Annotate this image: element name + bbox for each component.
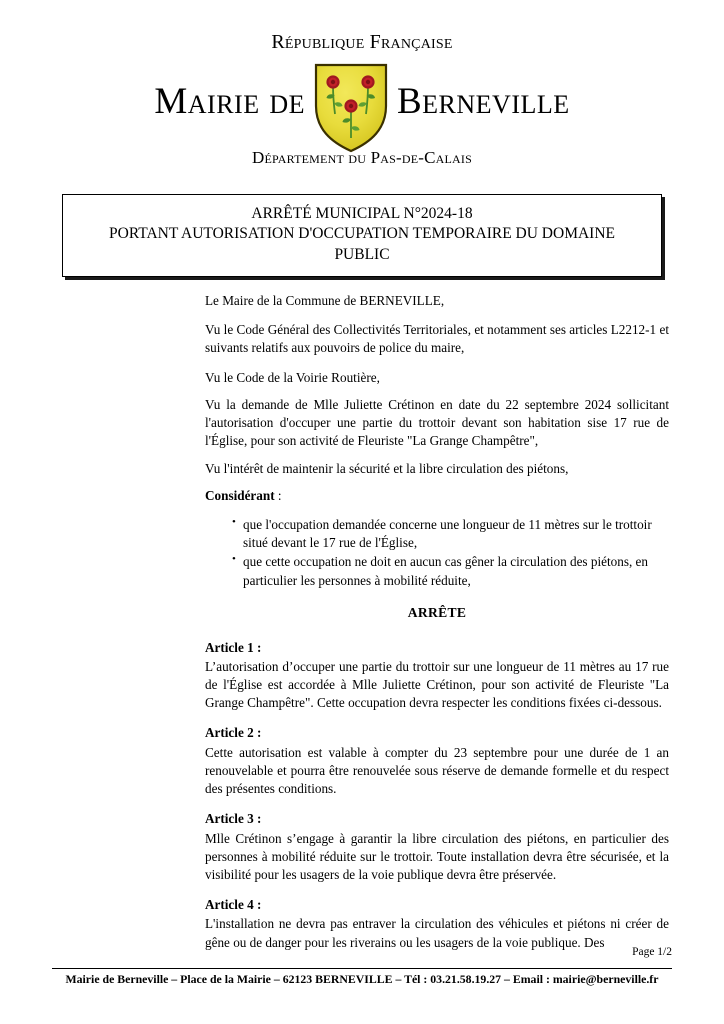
- footer-divider: [52, 968, 672, 969]
- footer-contact-line: Mairie de Berneville – Place de la Mairie – 62123 BERNEVILLE – Tél : 03.21.58.19.27 – Email : mairie@berneville.fr: [65, 972, 659, 986]
- article-title: Article 3 :: [205, 811, 262, 827]
- considerant-heading: [205, 487, 669, 505]
- considerant-colon: :: [274, 487, 282, 503]
- vu-paragraph-4: Vu l'intérêt de maintenir la sécurité et la libre circulation des piétons,: [205, 460, 569, 476]
- mairie-de-label: Mairie de: [154, 80, 305, 122]
- coat-of-arms-shield-icon: [313, 62, 389, 154]
- considerant-item: • que l'occupation demandée concerne une longueur de 11 mètres sur le trottoir situé devant le 17 rue de l'Église,: [243, 516, 669, 552]
- decree-title-box-inner: [62, 194, 662, 277]
- article-text: L’autorisation d’occuper une partie du trottoir sur une longueur de 11 mètres au 17 rue de l'Église est accordée à Mlle Juliette Crétinon, pour son activité de Fleuriste "La Grange Champêtre". Cette occupation devra respecter les conditions fixées ci-dessous.: [205, 658, 669, 711]
- decree-title-line-3: PUBLIC: [334, 245, 390, 263]
- vu-paragraph-2: Vu le Code de la Voirie Routière,: [205, 369, 380, 385]
- article-title: Article 4 :: [205, 897, 262, 913]
- article-text: Cette autorisation est valable à compter du 23 septembre pour une durée de 1 an renouvelable et pourra être renouvelée sous réserve de demande formelle et du respect des présentes conditions.: [205, 744, 669, 797]
- article-block: [205, 810, 669, 884]
- departement-label: Département du Pas-de-Calais: [251, 148, 472, 167]
- commune-name-label: Berneville: [396, 80, 570, 122]
- article-text: Mlle Crétinon s’engage à garantir la libre circulation des piétons, en particulier des personnes à mobilité réduite sur le trottoir. Toute installation devra être sécurisée, et la visibilité pour les usagers de la voie publique devra être préservée.: [205, 830, 669, 882]
- considerant-item: • que cette occupation ne doit en aucun cas gêner la circulation des piétons, en particulier les personnes à mobilité réduite,: [243, 553, 669, 589]
- article-title: Article 1 :: [205, 639, 262, 655]
- vu-paragraph-3: Vu la demande de Mlle Juliette Crétinon en date du 22 septembre 2024 sollicitant l'autorisation d'occuper une partie du trottoir devant son habitation sise 17 rue de l'Église, pour son activité de Fleuriste "La Grange Champêtre",: [205, 396, 669, 449]
- considerant-label: Considérant: [205, 487, 275, 503]
- article-text: L'installation ne devra pas entraver la circulation des véhicules et piétons ni créer de gêne ou de danger pour les riverains ou les usagers de la voie publique. Des: [205, 916, 669, 950]
- decree-title-line-1: ARRÊTÉ MUNICIPAL N°2024-18: [251, 205, 473, 222]
- arrete-heading: ARRÊTE: [407, 604, 467, 620]
- decree-title-line-2: PORTANT AUTORISATION D'OCCUPATION TEMPORAIRE DU DOMAINE: [109, 225, 615, 243]
- document-body: [205, 292, 669, 964]
- document-header: [0, 0, 724, 182]
- republique-francaise-heading: République Française: [271, 31, 453, 53]
- decree-title-box: [62, 194, 662, 277]
- vu-paragraph-1: Vu le Code Général des Collectivités Territoriales, et notamment ses articles L2212-1 et suivants relatifs aux pouvoirs de police du maire,: [205, 322, 669, 356]
- article-block: [205, 724, 669, 798]
- article-block: [205, 896, 669, 952]
- mayor-intro-paragraph: Le Maire de la Commune de BERNEVILLE,: [205, 293, 445, 308]
- mairie-title-line: [0, 72, 724, 132]
- considerant-list: [205, 516, 669, 590]
- page-number: Page 1/2: [632, 946, 672, 958]
- article-title: Article 2 :: [205, 725, 262, 741]
- article-block: [205, 639, 669, 713]
